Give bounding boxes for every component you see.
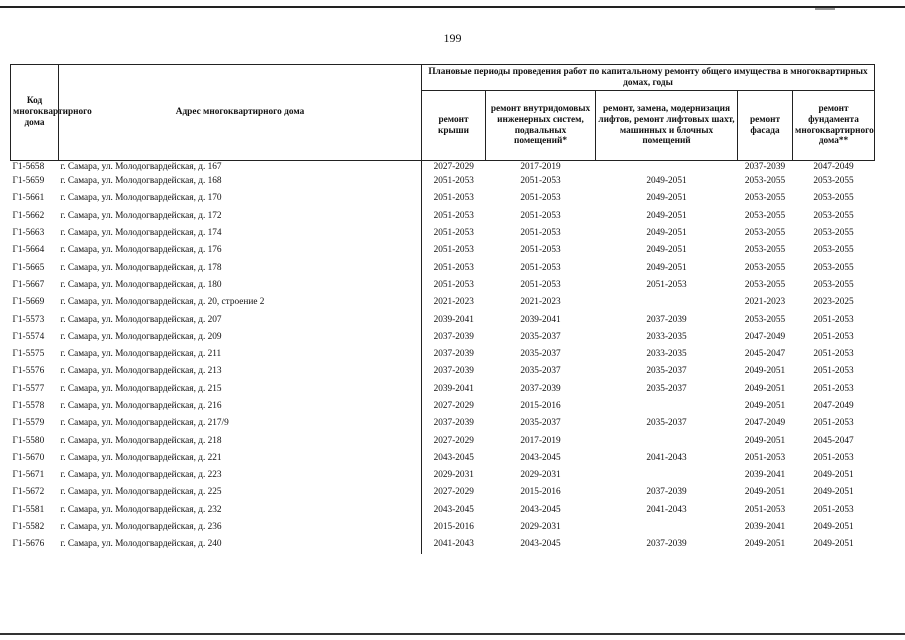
- bottom-rule: [0, 633, 905, 635]
- row-address: г. Самара, ул. Молодогвардейская, д. 168: [59, 173, 422, 190]
- table-row: [11, 225, 875, 242]
- row-address: г. Самара, ул. Молодогвардейская, д. 207: [59, 311, 422, 328]
- row-roof: 2037-2039: [433, 418, 474, 429]
- row-lifts: 2033-2035: [646, 349, 687, 360]
- row-foundation: 2051-2053: [813, 314, 854, 325]
- row-code: Г1-5574: [12, 331, 45, 342]
- row-facade: 2047-2049: [744, 331, 786, 342]
- row-systems: 2043-2045: [520, 539, 561, 550]
- row-foundation: 2049-2051: [813, 487, 854, 498]
- row-lifts: 2037-2039: [646, 539, 687, 550]
- row-facade: 2053-2055: [744, 228, 786, 239]
- row-address: г. Самара, ул. Молодогвардейская, д. 170: [59, 190, 422, 207]
- row-address: г. Самара, ул. Молодогвардейская, д. 176: [59, 242, 422, 259]
- row-roof: 2027-2029: [433, 435, 474, 446]
- row-lifts: 2037-2039: [646, 314, 687, 325]
- row-facade: 2039-2041: [744, 470, 786, 481]
- row-facade: 2051-2053: [744, 452, 786, 463]
- row-address: г. Самара, ул. Молодогвардейская, д. 209: [59, 329, 422, 346]
- row-roof: 2037-2039: [433, 331, 474, 342]
- row-roof: 2039-2041: [433, 314, 474, 325]
- row-address: г. Самара, ул. Молодогвардейская, д. 225: [59, 484, 422, 501]
- row-code: Г1-5670: [12, 452, 45, 463]
- row-systems: 2035-2037: [520, 349, 561, 360]
- row-systems: 2015-2016: [520, 487, 561, 498]
- table-row: [11, 190, 875, 207]
- row-foundation: 2051-2053: [813, 452, 854, 463]
- row-facade: 2049-2051: [744, 539, 786, 550]
- row-roof: 2015-2016: [433, 522, 474, 533]
- table-row: [11, 208, 875, 225]
- row-address: г. Самара, ул. Молодогвардейская, д. 172: [59, 208, 422, 225]
- row-lifts: [596, 294, 738, 311]
- table-row: [11, 259, 875, 276]
- row-facade: 2047-2049: [744, 418, 786, 429]
- row-systems: 2035-2037: [520, 366, 561, 377]
- row-roof: 2037-2039: [433, 349, 474, 360]
- row-systems: 2017-2019: [520, 162, 561, 172]
- row-lifts: [596, 519, 738, 536]
- row-systems: 2015-2016: [520, 401, 561, 411]
- header-foundation: ремонт фундамента многоквартирного дома**: [793, 91, 875, 161]
- header-address: Адрес многоквартирного дома: [59, 65, 422, 161]
- row-foundation: 2051-2053: [813, 383, 854, 394]
- row-lifts: [596, 467, 738, 484]
- row-roof: 2041-2043: [433, 539, 474, 550]
- row-address: г. Самара, ул. Молодогвардейская, д. 216: [59, 398, 422, 415]
- row-facade: 2053-2055: [744, 193, 786, 204]
- row-systems: 2029-2031: [520, 522, 561, 533]
- row-roof: 2051-2053: [433, 228, 474, 239]
- row-systems: 2051-2053: [520, 228, 561, 239]
- table-row: [11, 311, 875, 328]
- row-facade: 2039-2041: [744, 522, 786, 533]
- row-roof: 2051-2053: [433, 262, 474, 273]
- row-roof: 2051-2053: [433, 245, 474, 256]
- row-foundation: 2049-2051: [813, 522, 854, 533]
- row-roof: 2051-2053: [433, 210, 474, 221]
- row-facade: 2053-2055: [744, 176, 786, 187]
- table-row: [11, 519, 875, 536]
- row-foundation: 2053-2055: [813, 245, 854, 256]
- row-address: г. Самара, ул. Молодогвардейская, д. 236: [59, 519, 422, 536]
- row-code: Г1-5665: [12, 262, 45, 273]
- header-roof: ремонт крыши: [422, 91, 486, 161]
- row-systems: 2029-2031: [520, 470, 561, 481]
- row-facade: 2049-2051: [744, 366, 786, 377]
- row-foundation: 2053-2055: [813, 176, 854, 187]
- row-systems: 2035-2037: [520, 331, 561, 342]
- row-foundation: 2047-2049: [813, 401, 854, 411]
- row-systems: 2051-2053: [520, 279, 561, 290]
- row-address: г. Самара, ул. Молодогвардейская, д. 211: [59, 346, 422, 363]
- row-foundation: 2053-2055: [813, 210, 854, 221]
- page-number: 199: [443, 31, 462, 45]
- row-code: Г1-5580: [12, 435, 45, 446]
- row-lifts: [596, 432, 738, 449]
- row-roof: 2037-2039: [433, 366, 474, 377]
- table-row: [11, 277, 875, 294]
- row-code: Г1-5581: [12, 504, 45, 515]
- row-systems: 2051-2053: [520, 262, 561, 273]
- row-address: г. Самара, ул. Молодогвардейская, д. 218: [59, 432, 422, 449]
- row-lifts: 2049-2051: [646, 210, 687, 221]
- top-rule: [0, 6, 905, 8]
- row-roof: 2051-2053: [433, 279, 474, 290]
- scan-mark: [815, 8, 835, 10]
- row-lifts: 2035-2037: [646, 366, 687, 377]
- row-address: г. Самара, ул. Молодогвардейская, д. 167: [59, 161, 422, 174]
- row-lifts: 2051-2053: [646, 279, 687, 290]
- row-code: Г1-5573: [12, 314, 45, 325]
- row-lifts: 2049-2051: [646, 176, 687, 187]
- row-address: г. Самара, ул. Молодогвардейская, д. 178: [59, 259, 422, 276]
- row-facade: 2053-2055: [744, 210, 786, 221]
- row-address: г. Самара, ул. Молодогвардейская, д. 223: [59, 467, 422, 484]
- row-roof: 2051-2053: [433, 176, 474, 187]
- table-row: [11, 161, 875, 174]
- row-facade: 2053-2055: [744, 245, 786, 256]
- table-row: [11, 242, 875, 259]
- row-code: Г1-5667: [12, 279, 45, 290]
- row-lifts: 2049-2051: [646, 245, 687, 256]
- row-foundation: 2051-2053: [813, 366, 854, 377]
- row-systems: 2051-2053: [520, 176, 561, 187]
- row-lifts: [596, 398, 738, 415]
- row-lifts: 2049-2051: [646, 193, 687, 204]
- table-row: [11, 484, 875, 501]
- row-lifts: 2049-2051: [646, 262, 687, 273]
- row-foundation: 2051-2053: [813, 418, 854, 429]
- row-code: Г1-5575: [12, 349, 45, 360]
- table-row: [11, 502, 875, 519]
- row-lifts: 2035-2037: [646, 383, 687, 394]
- row-roof: 2029-2031: [433, 470, 474, 481]
- table-header: [11, 65, 875, 161]
- row-roof: 2039-2041: [433, 383, 474, 394]
- row-foundation: 2023-2025: [813, 297, 854, 308]
- row-code: Г1-5579: [12, 418, 45, 429]
- row-address: г. Самара, ул. Молодогвардейская, д. 174: [59, 225, 422, 242]
- table-row: [11, 294, 875, 311]
- row-code: Г1-5661: [12, 193, 45, 204]
- row-address: г. Самара, ул. Молодогвардейская, д. 215: [59, 381, 422, 398]
- header-systems: ремонт внутридомовых инженерных систем, подвальных помещений*: [486, 91, 596, 161]
- table-row: [11, 346, 875, 363]
- row-foundation: 2049-2051: [813, 470, 854, 481]
- row-lifts: 2041-2043: [646, 504, 687, 515]
- row-systems: 2039-2041: [520, 314, 561, 325]
- row-roof: 2027-2029: [433, 487, 474, 498]
- row-roof: 2027-2029: [433, 162, 474, 172]
- row-code: Г1-5578: [12, 401, 45, 411]
- row-code: Г1-5669: [12, 297, 45, 308]
- row-code: Г1-5576: [12, 366, 45, 377]
- row-facade: 2049-2051: [744, 383, 786, 394]
- row-facade: 2049-2051: [744, 435, 786, 446]
- row-systems: 2021-2023: [520, 297, 561, 308]
- row-foundation: 2051-2053: [813, 331, 854, 342]
- row-foundation: 2053-2055: [813, 228, 854, 239]
- row-code: Г1-5658: [12, 162, 45, 172]
- table-body: [11, 161, 875, 554]
- row-facade: 2045-2047: [744, 349, 786, 360]
- row-systems: 2037-2039: [520, 383, 561, 394]
- row-code: Г1-5672: [12, 487, 45, 498]
- row-roof: 2051-2053: [433, 193, 474, 204]
- row-lifts: [596, 161, 738, 174]
- table-row: [11, 432, 875, 449]
- row-foundation: 2053-2055: [813, 193, 854, 204]
- table-row: [11, 173, 875, 190]
- row-lifts: 2049-2051: [646, 228, 687, 239]
- row-facade: 2021-2023: [744, 297, 786, 308]
- table-row: [11, 536, 875, 553]
- capital-repair-table: [10, 64, 875, 554]
- row-code: Г1-5582: [12, 522, 45, 533]
- row-foundation: 2053-2055: [813, 279, 854, 290]
- row-code: Г1-5577: [12, 383, 45, 394]
- row-facade: 2053-2055: [744, 314, 786, 325]
- table-row: [11, 467, 875, 484]
- header-lifts: ремонт, замена, модернизация лифтов, ремонт лифтовых шахт, машинных и блочных помещений: [596, 91, 738, 161]
- row-code: Г1-5664: [12, 245, 45, 256]
- row-code: Г1-5671: [12, 470, 45, 481]
- row-foundation: 2047-2049: [813, 162, 854, 172]
- row-code: Г1-5663: [12, 228, 45, 239]
- row-foundation: 2051-2053: [813, 349, 854, 360]
- row-lifts: 2037-2039: [646, 487, 687, 498]
- row-foundation: 2045-2047: [813, 435, 854, 446]
- row-facade: 2037-2039: [744, 162, 786, 172]
- row-address: г. Самара, ул. Молодогвардейская, д. 217/9: [59, 415, 422, 432]
- table-row: [11, 363, 875, 380]
- row-roof: 2043-2045: [433, 504, 474, 515]
- row-address: г. Самара, ул. Молодогвардейская, д. 221: [59, 450, 422, 467]
- row-roof: 2043-2045: [433, 452, 474, 463]
- row-address: г. Самара, ул. Молодогвардейская, д. 232: [59, 502, 422, 519]
- row-systems: 2051-2053: [520, 245, 561, 256]
- row-systems: 2043-2045: [520, 452, 561, 463]
- header-facade: ремонт фасада: [738, 91, 793, 161]
- row-facade: 2049-2051: [744, 401, 786, 411]
- row-lifts: 2041-2043: [646, 452, 687, 463]
- row-systems: 2035-2037: [520, 418, 561, 429]
- row-code: Г1-5676: [12, 539, 45, 550]
- row-foundation: 2051-2053: [813, 504, 854, 515]
- table-row: [11, 415, 875, 432]
- row-lifts: 2035-2037: [646, 418, 687, 429]
- row-foundation: 2049-2051: [813, 539, 854, 550]
- header-planned-periods: Плановые периоды проведения работ по капитальному ремонту общего имущества в многоквартирных домах, годы: [422, 65, 875, 91]
- row-systems: 2051-2053: [520, 210, 561, 221]
- row-systems: 2051-2053: [520, 193, 561, 204]
- row-roof: 2021-2023: [433, 297, 474, 308]
- table-row: [11, 329, 875, 346]
- table-row: [11, 381, 875, 398]
- row-code: Г1-5659: [12, 176, 45, 187]
- row-address: г. Самара, ул. Молодогвардейская, д. 180: [59, 277, 422, 294]
- row-lifts: 2033-2035: [646, 331, 687, 342]
- row-systems: 2043-2045: [520, 504, 561, 515]
- row-systems: 2017-2019: [520, 435, 561, 446]
- row-facade: 2053-2055: [744, 279, 786, 290]
- row-address: г. Самара, ул. Молодогвардейская, д. 240: [59, 536, 422, 553]
- row-facade: 2051-2053: [744, 504, 786, 515]
- row-facade: 2049-2051: [744, 487, 786, 498]
- row-roof: 2027-2029: [433, 401, 474, 411]
- row-address: г. Самара, ул. Молодогвардейская, д. 20, строение 2: [59, 294, 422, 311]
- row-address: г. Самара, ул. Молодогвардейская, д. 213: [59, 363, 422, 380]
- row-foundation: 2053-2055: [813, 262, 854, 273]
- header-code: Код многоквартирного дома: [11, 65, 59, 161]
- row-code: Г1-5662: [12, 210, 45, 221]
- table-row: [11, 398, 875, 415]
- table-row: [11, 450, 875, 467]
- row-facade: 2053-2055: [744, 262, 786, 273]
